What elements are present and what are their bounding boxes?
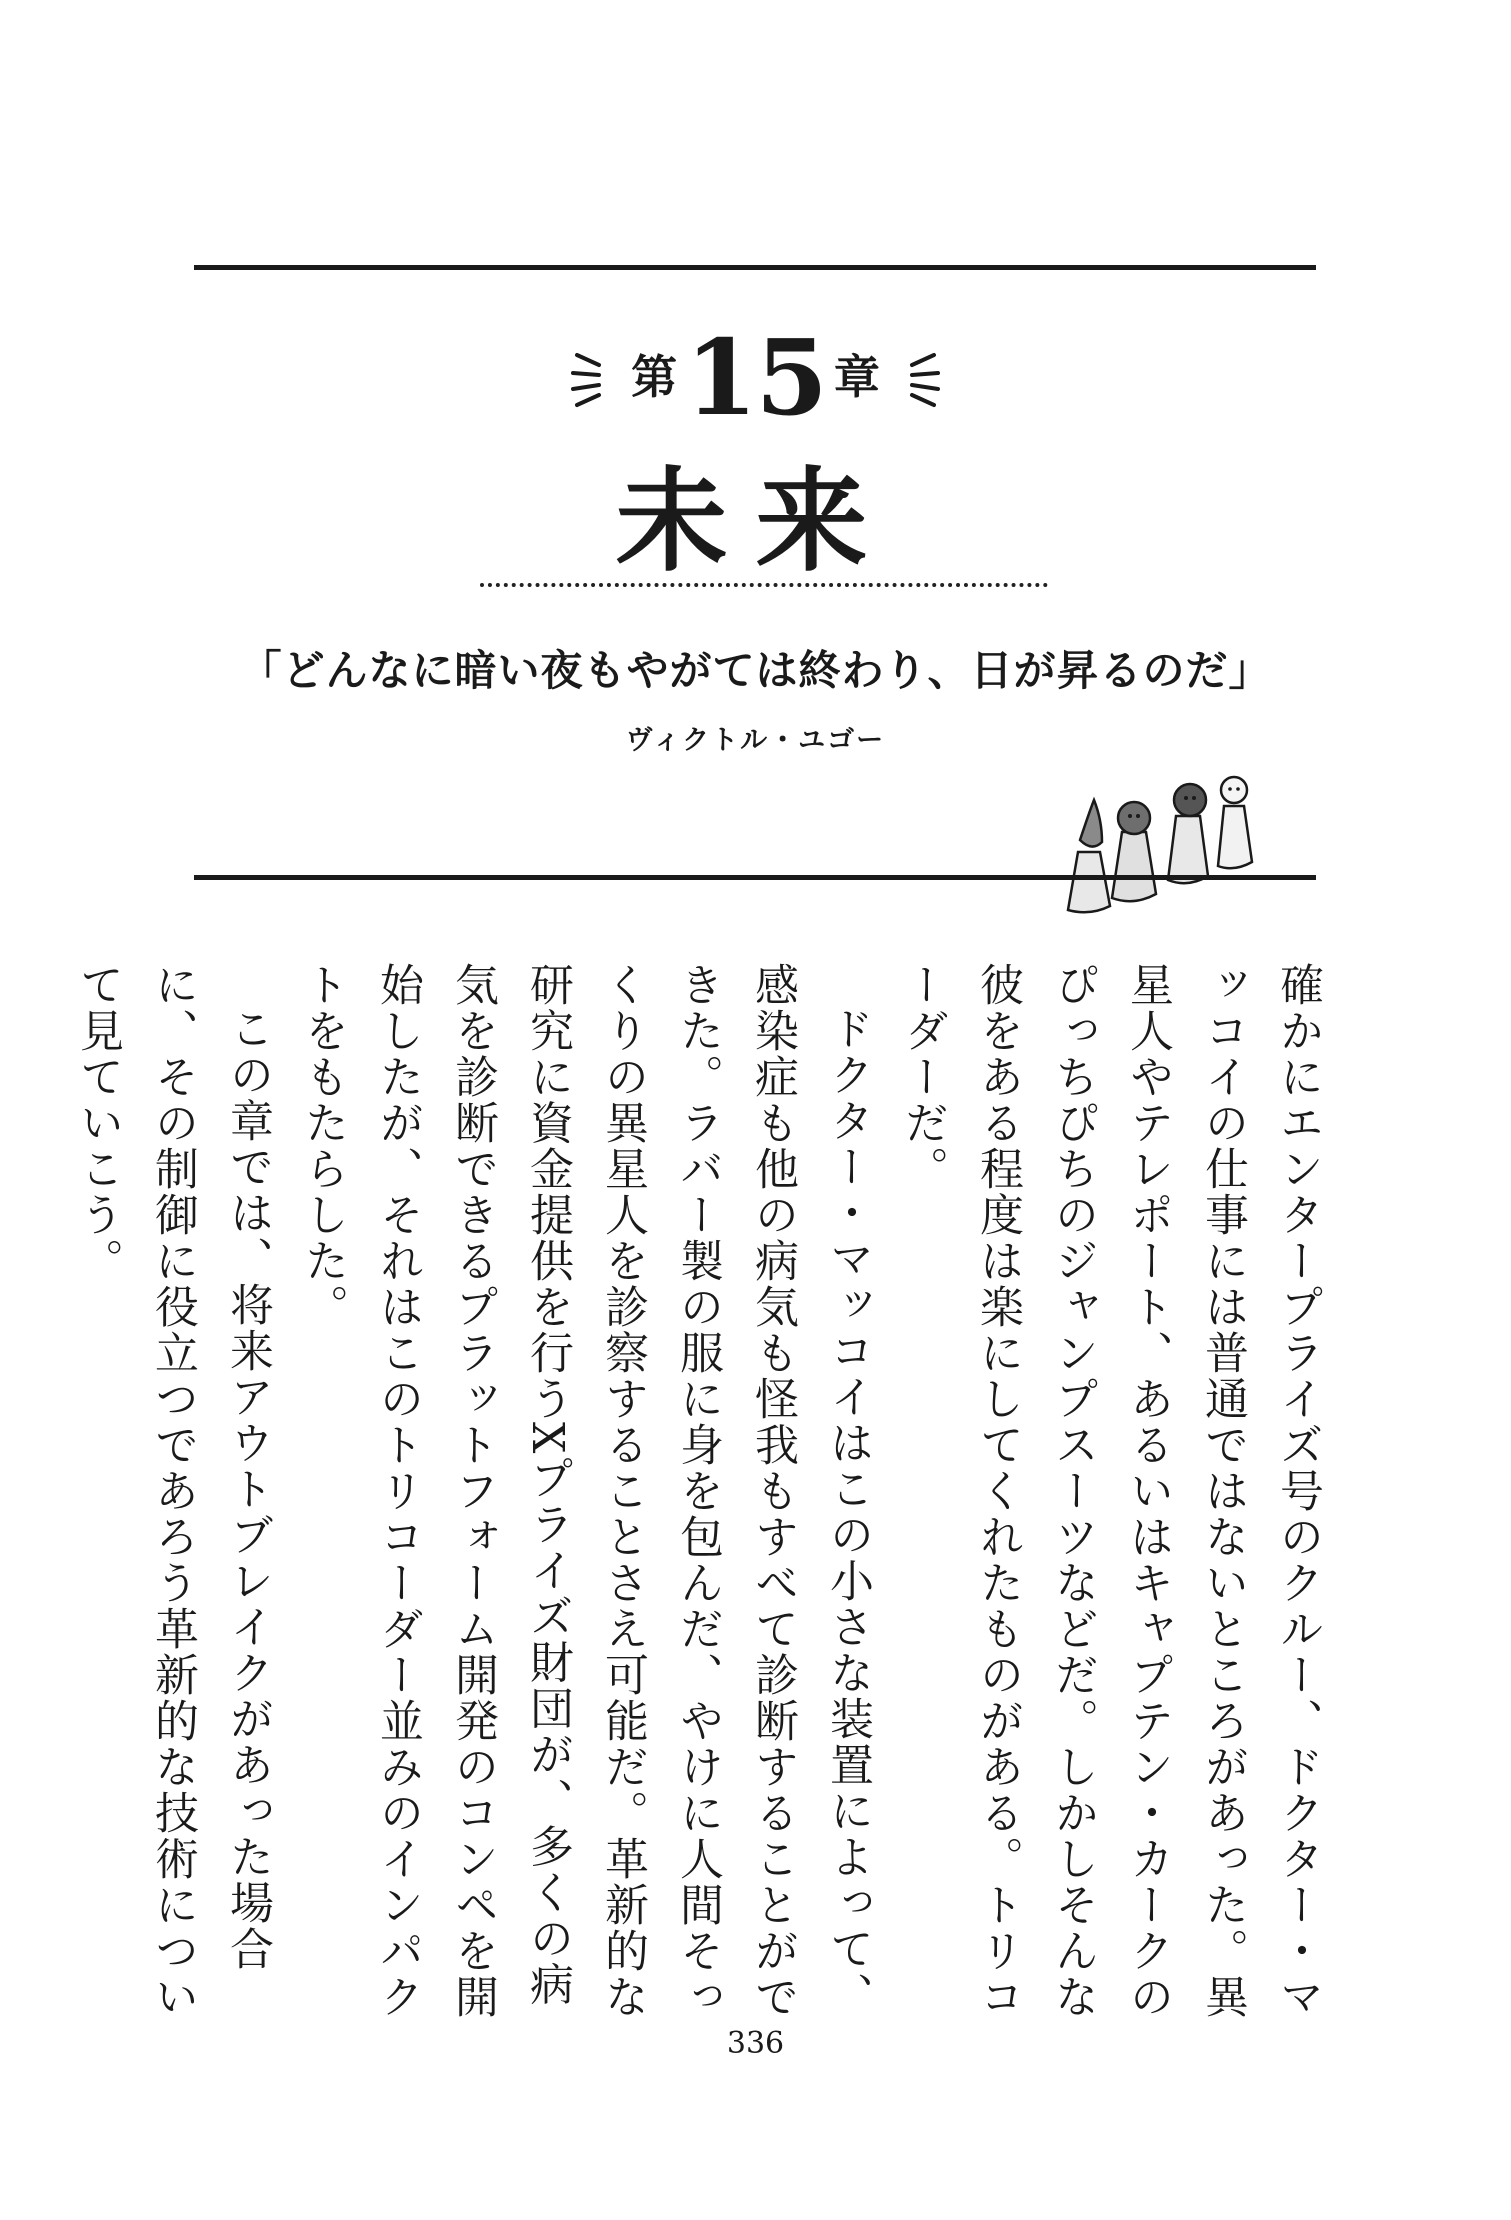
paragraph-1: 確かにエンタープライズ号のクルー、ドクター・マッコイの仕事には普通ではないところがあった。異星人やテレポート、あるいはキャプテン・カークのぴっちぴちのジャンプスーツなどだ。しかしそんな彼をある程度は楽にしてくれたものがある。トリコーダーだ。 [897, 962, 1323, 2020]
chapter-suffix: 章 [833, 350, 880, 404]
dotted-divider [480, 583, 1048, 587]
germ-characters-illustration [1050, 770, 1280, 920]
burst-right-icon [898, 347, 942, 411]
epigraph-quote: 「どんなに暗い夜もやがては終わり、日が昇るのだ」 [239, 646, 1272, 695]
bottom-rule [194, 875, 1316, 880]
page-number: 336 [726, 2026, 785, 2061]
epigraph-author: ヴィクトル・ユゴー [625, 725, 886, 756]
chapter-title: 未来 [615, 457, 896, 587]
paragraph-3: この章では、将来アウトブレイクがあった場合に、その制御に役立つであろう革新的な技術について見ていこう。 [72, 962, 273, 2020]
top-rule [194, 265, 1316, 270]
paragraph-2: ドクター・マッコイはこの小さな装置によって、感染症も他の病気も怪我もすべて診断することができた。ラバー製の服に身を包んだ、やけに人間そっくりの異星人を診察することさえ可能だ。革新的な研究に資金提供を行うXプライズ財団が、多くの病気を診断できるプラットフォーム開発のコンペを開始したが、それはこのトリコーダー並みのインパクトをもたらした。 [297, 962, 873, 2020]
burst-left-icon [569, 347, 613, 411]
body-text [72, 962, 1335, 2042]
chapter-prefix: 第 [631, 350, 678, 404]
chapter-number: 15 [685, 316, 826, 440]
chapter-heading [0, 316, 1511, 440]
